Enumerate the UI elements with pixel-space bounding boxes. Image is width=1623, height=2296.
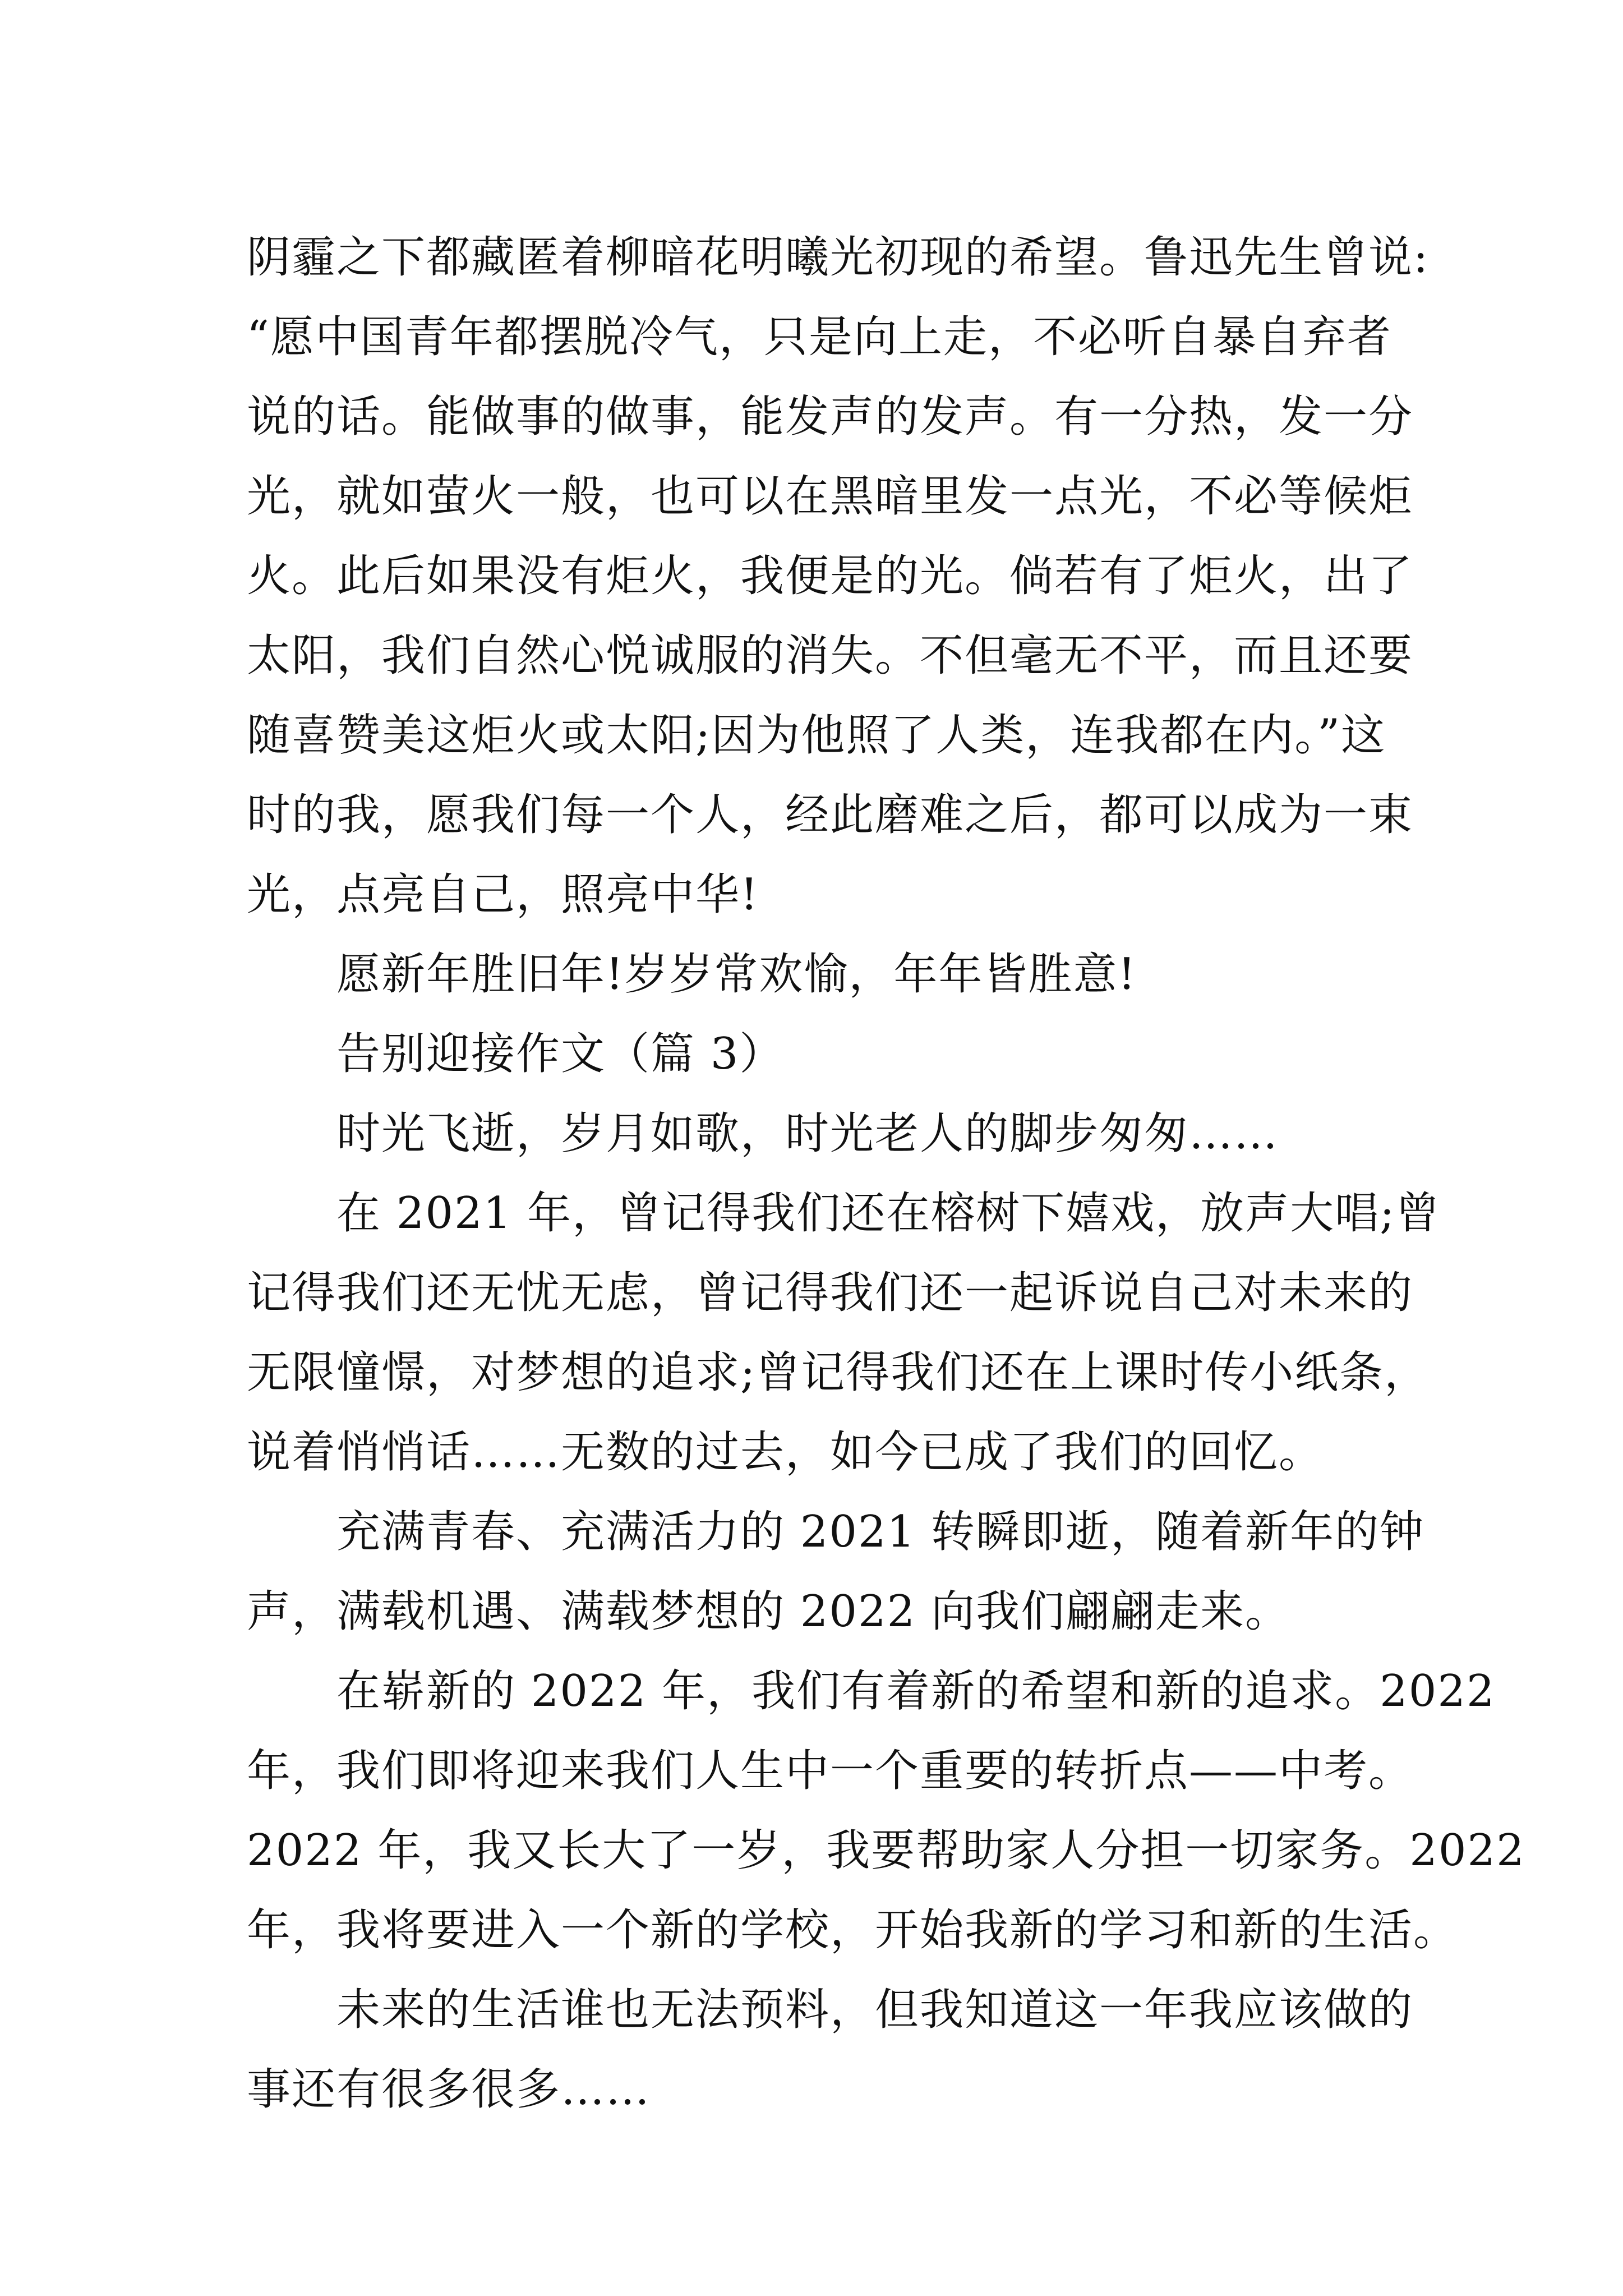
text-line: 随喜赞美这炬火或太阳;因为他照了人类，连我都在内。”这	[247, 710, 1386, 761]
text-line: 说着悄悄话……无数的过去，如今已成了我们的回忆。	[247, 1427, 1324, 1478]
text-line: 阴霾之下都藏匿着柳暗花明曦光初现的希望。鲁迅先生曾说:	[247, 232, 1430, 283]
text-line: 光，点亮自己，照亮中华!	[247, 869, 759, 920]
text-line: 时的我，愿我们每一个人，经此磨难之后，都可以成为一束	[247, 790, 1414, 840]
text-line: 年，我们即将迎来我们人生中一个重要的转折点——中考。	[247, 1746, 1414, 1796]
text-line: 事还有很多很多……	[247, 2064, 651, 2115]
text-line: 在崭新的 2022 年，我们有着新的希望和新的追求。2022	[336, 1666, 1496, 1717]
text-line: 愿新年胜旧年!岁岁常欢愉，年年皆胜意!	[336, 949, 1137, 1000]
text-line: 时光飞逝，岁月如歌，时光老人的脚步匆匆……	[336, 1108, 1279, 1159]
text-line: 未来的生活谁也无法预料，但我知道这一年我应该做的	[336, 1985, 1414, 2035]
text-line: 在 2021 年，曾记得我们还在榕树下嬉戏，放声大唱;曾	[336, 1188, 1441, 1239]
text-line: 说的话。能做事的做事，能发声的发声。有一分热，发一分	[247, 392, 1414, 442]
text-line: 光，就如萤火一般，也可以在黑暗里发一点光，不必等候炬	[247, 471, 1414, 522]
section-heading: 告别迎接作文（篇 3）	[336, 1029, 785, 1079]
body-text	[247, 218, 1525, 2129]
text-line: 年，我将要进入一个新的学校，开始我新的学习和新的生活。	[247, 1905, 1459, 1955]
text-line: 声，满载机遇、满载梦想的 2022 向我们翩翩走来。	[247, 1586, 1290, 1637]
text-line: 充满青春、充满活力的 2021 转瞬即逝，随着新年的钟	[336, 1507, 1425, 1557]
text-line: 无限憧憬，对梦想的追求;曾记得我们还在上课时传小纸条，	[247, 1347, 1430, 1398]
text-line: 2022 年，我又长大了一岁，我要帮助家人分担一切家务。2022	[247, 1825, 1525, 1876]
text-line: 记得我们还无忧无虑，曾记得我们还一起诉说自己对未来的	[247, 1268, 1414, 1318]
text-line: 太阳，我们自然心悦诚服的消失。不但毫无不平，而且还要	[247, 631, 1414, 681]
text-line: “愿中国青年都摆脱冷气，只是向上走，不必听自暴自弃者	[247, 312, 1392, 362]
text-line: 火。此后如果没有炬火，我便是的光。倘若有了炬火，出了	[247, 551, 1414, 601]
